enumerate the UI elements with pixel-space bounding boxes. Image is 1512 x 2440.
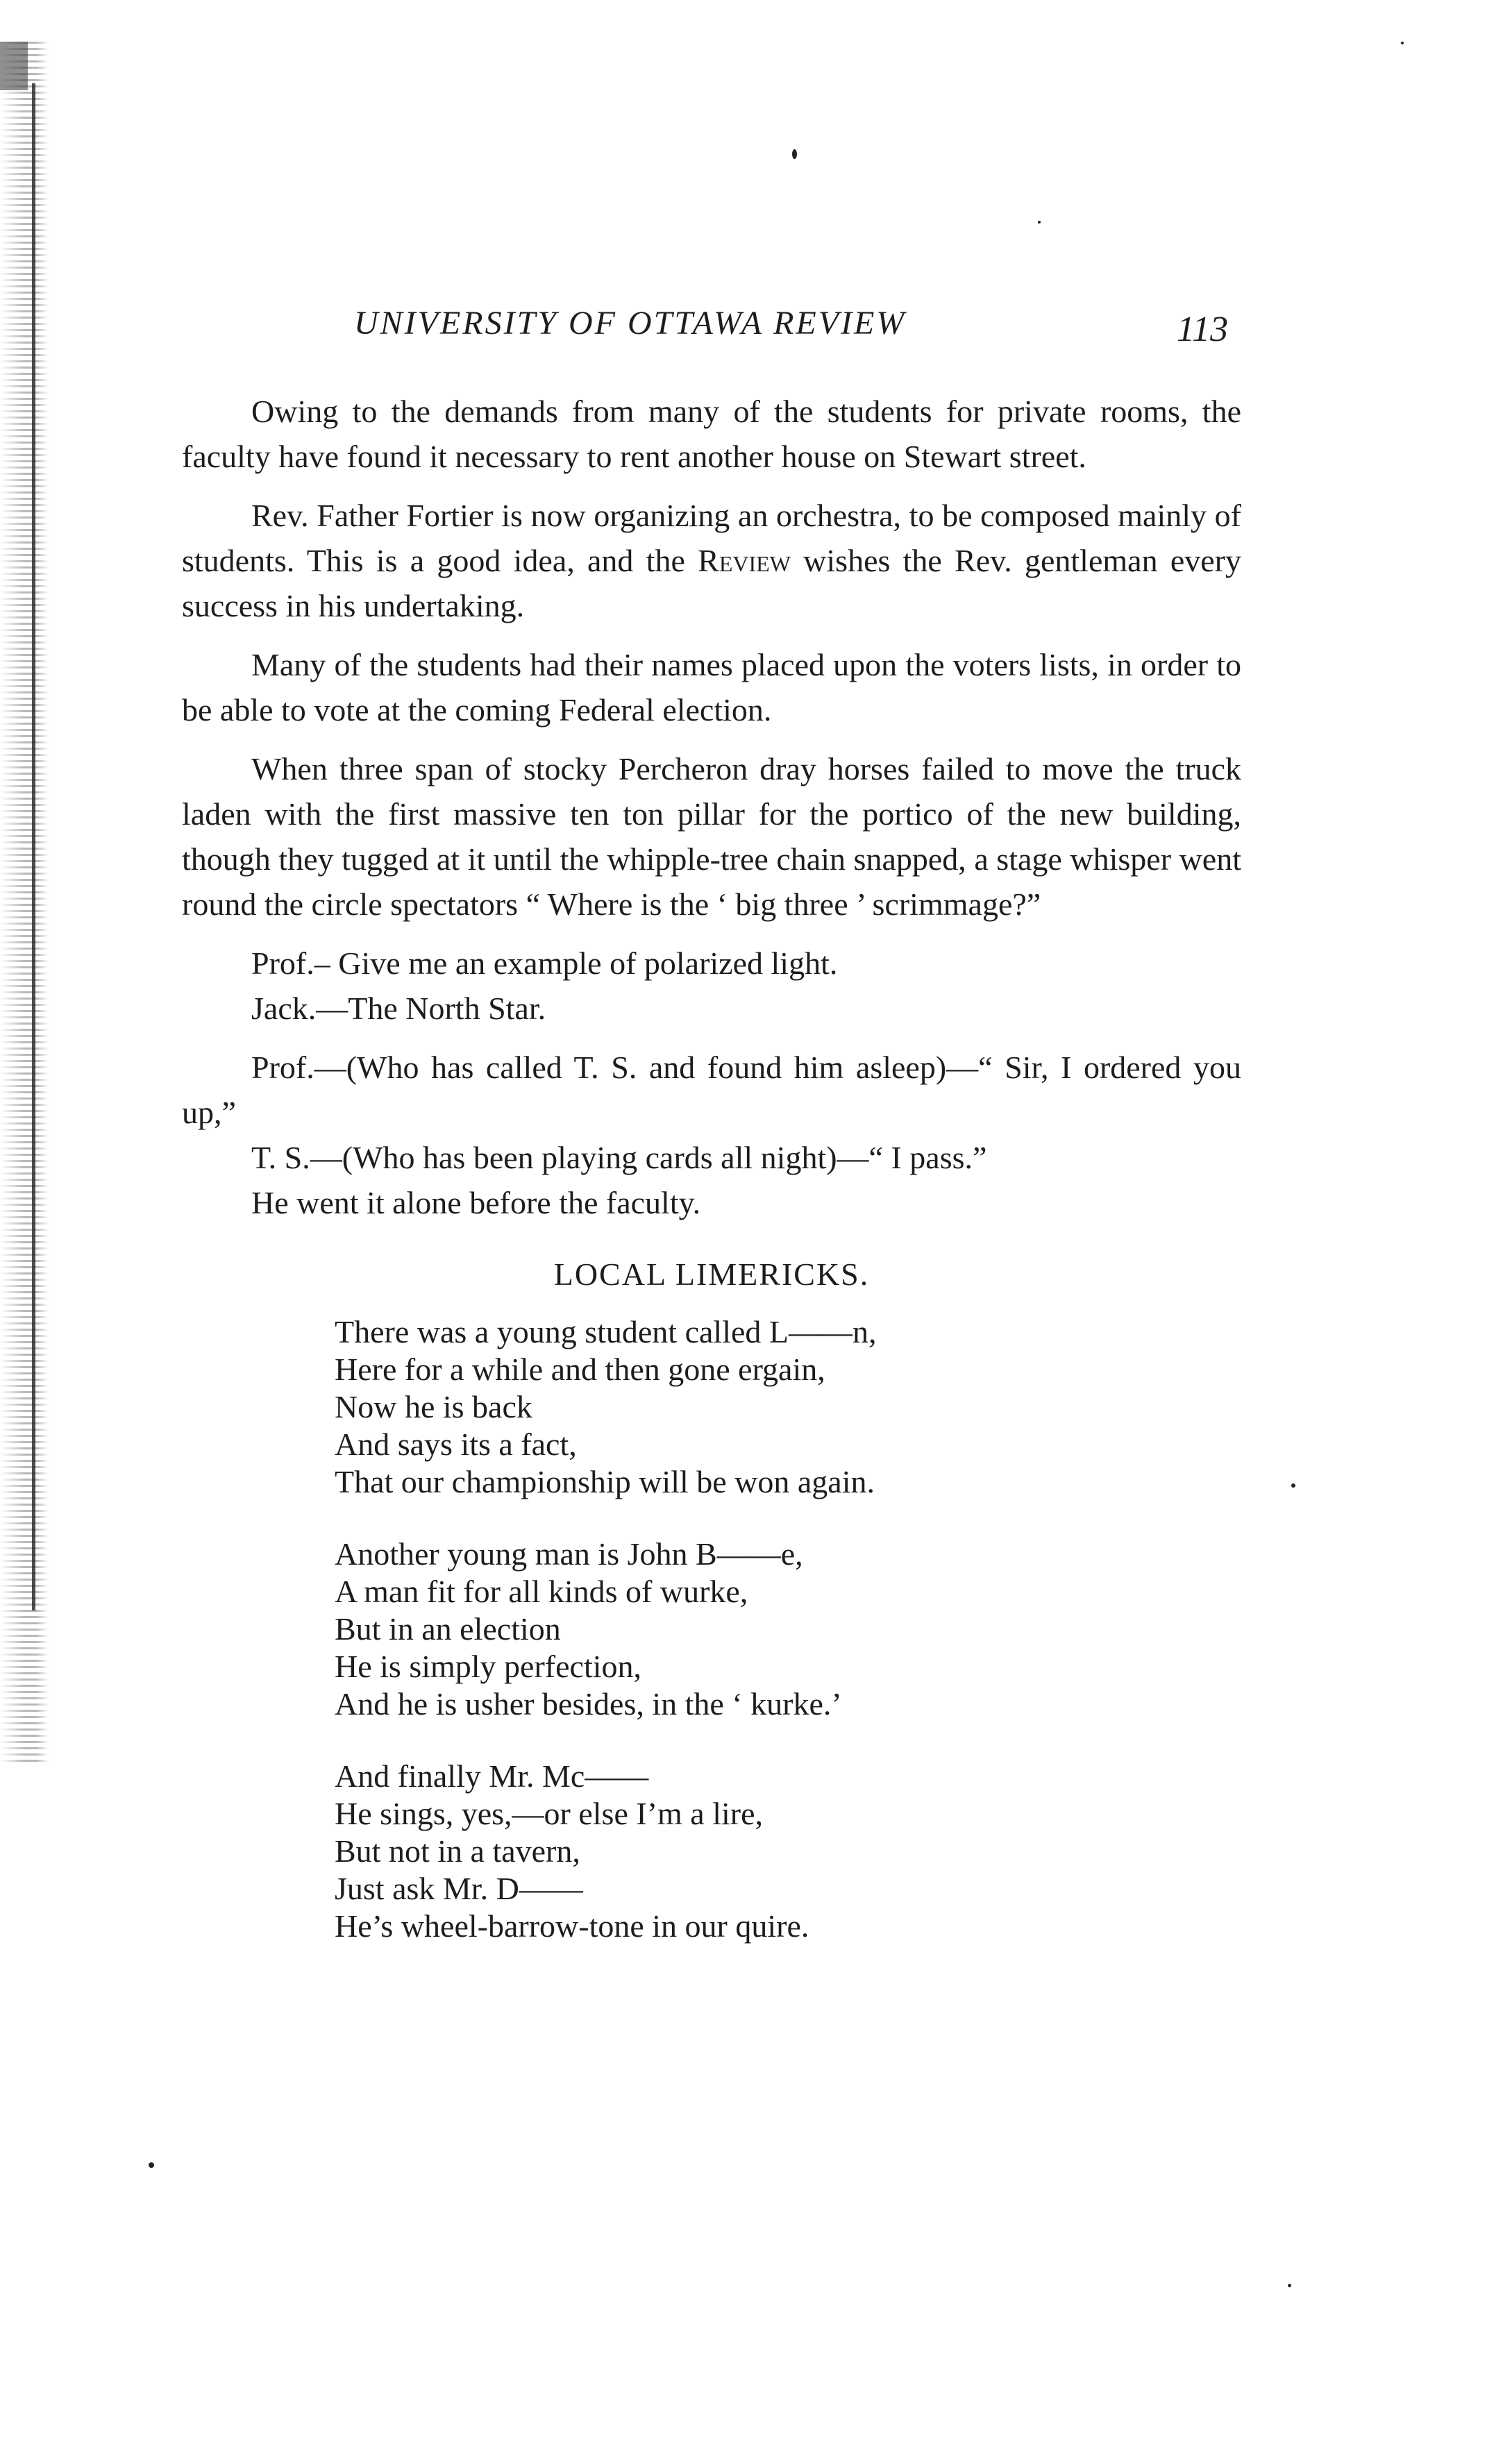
orchestra-text-end: wishes the Rev. gentleman every success in his undertaking. (182, 543, 1241, 623)
section-heading: LOCAL LIMERICKS. (553, 1256, 870, 1292)
poem-line: He’s wheel-barrow-tone in our quire. (335, 1908, 809, 1944)
paragraph-voters-lists: Many of the students had their names placed upon the voters lists, in order to be able to vote at the coming Federal election. (182, 647, 1241, 727)
poem-line: But in an election (335, 1611, 561, 1647)
paragraph-orchestra (182, 493, 1241, 628)
poem-line: And he is usher besides, in the ‘ kurke.’ (335, 1686, 842, 1722)
poem-line: That our championship will be won again. (335, 1464, 875, 1499)
ink-speck (1401, 42, 1404, 44)
dialogue-prof-question: Prof.– Give me an example of polarized light. (251, 945, 838, 981)
paragraph-percheron: When three span of stocky Percheron dray horses failed to move the truck laden with the first massive ten ton pillar for the portico of the new building, though they tugged at it until the whipple-tree chain snapped, a stage whisper went round the circle spectators “ Where is the ‘ big three ’ scrimmage?” (182, 751, 1241, 922)
page-number: 113 (1177, 310, 1229, 349)
poem-line: Another young man is John B——e, (335, 1536, 803, 1572)
ink-speck (149, 2162, 154, 2168)
binding-corner-mark (0, 42, 28, 90)
ink-speck (1288, 2284, 1291, 2287)
closing-line: He went it alone before the faculty. (251, 1185, 701, 1220)
poem-line: Now he is back (335, 1389, 532, 1424)
poem-line: Just ask Mr. D—— (335, 1871, 583, 1906)
review-small-caps: Review (698, 543, 791, 578)
dialogue-jack-answer: Jack.—The North Star. (251, 991, 546, 1026)
binding-rule (32, 83, 35, 1610)
poem-line: A man fit for all kinds of wurke, (335, 1574, 748, 1609)
limerick-stanza (335, 1535, 1241, 1723)
poem-line: But not in a tavern, (335, 1833, 580, 1869)
dialogue-ts-pass: T. S.—(Who has been playing cards all night)—“ I pass.” (251, 1140, 987, 1175)
ink-speck (1038, 221, 1041, 224)
poem-line: There was a young student called L——n, (335, 1314, 877, 1349)
orchestra-text-start: Rev. Father Fortier is now organizing an orchestra, to be composed mainly of students. This is a good idea, and the (182, 498, 1241, 578)
ink-speck (1291, 1483, 1295, 1488)
poem-line: And says its a fact, (335, 1427, 577, 1462)
poem-line: Here for a while and then gone ergain, (335, 1352, 825, 1387)
running-title: UNIVERSITY OF OTTAWA REVIEW (354, 305, 907, 342)
ink-speck (792, 149, 797, 159)
limerick-stanza (335, 1313, 1241, 1501)
limerick-stanza (335, 1758, 1241, 1945)
dialogue-prof-asleep: Prof.—(Who has called T. S. and found him asleep)—“ Sir, I ordered you up,” (182, 1050, 1241, 1130)
paragraph-private-rooms: Owing to the demands from many of the students for private rooms, the faculty have found it necessary to rent another house on Stewart street. (182, 394, 1241, 474)
page-body (182, 389, 1241, 1980)
page-binding-edge (0, 42, 49, 1763)
poem-line: And finally Mr. Mc—— (335, 1758, 649, 1794)
poem-line: He sings, yes,—or else I’m a lire, (335, 1796, 764, 1831)
poem-line: He is simply perfection, (335, 1649, 642, 1684)
